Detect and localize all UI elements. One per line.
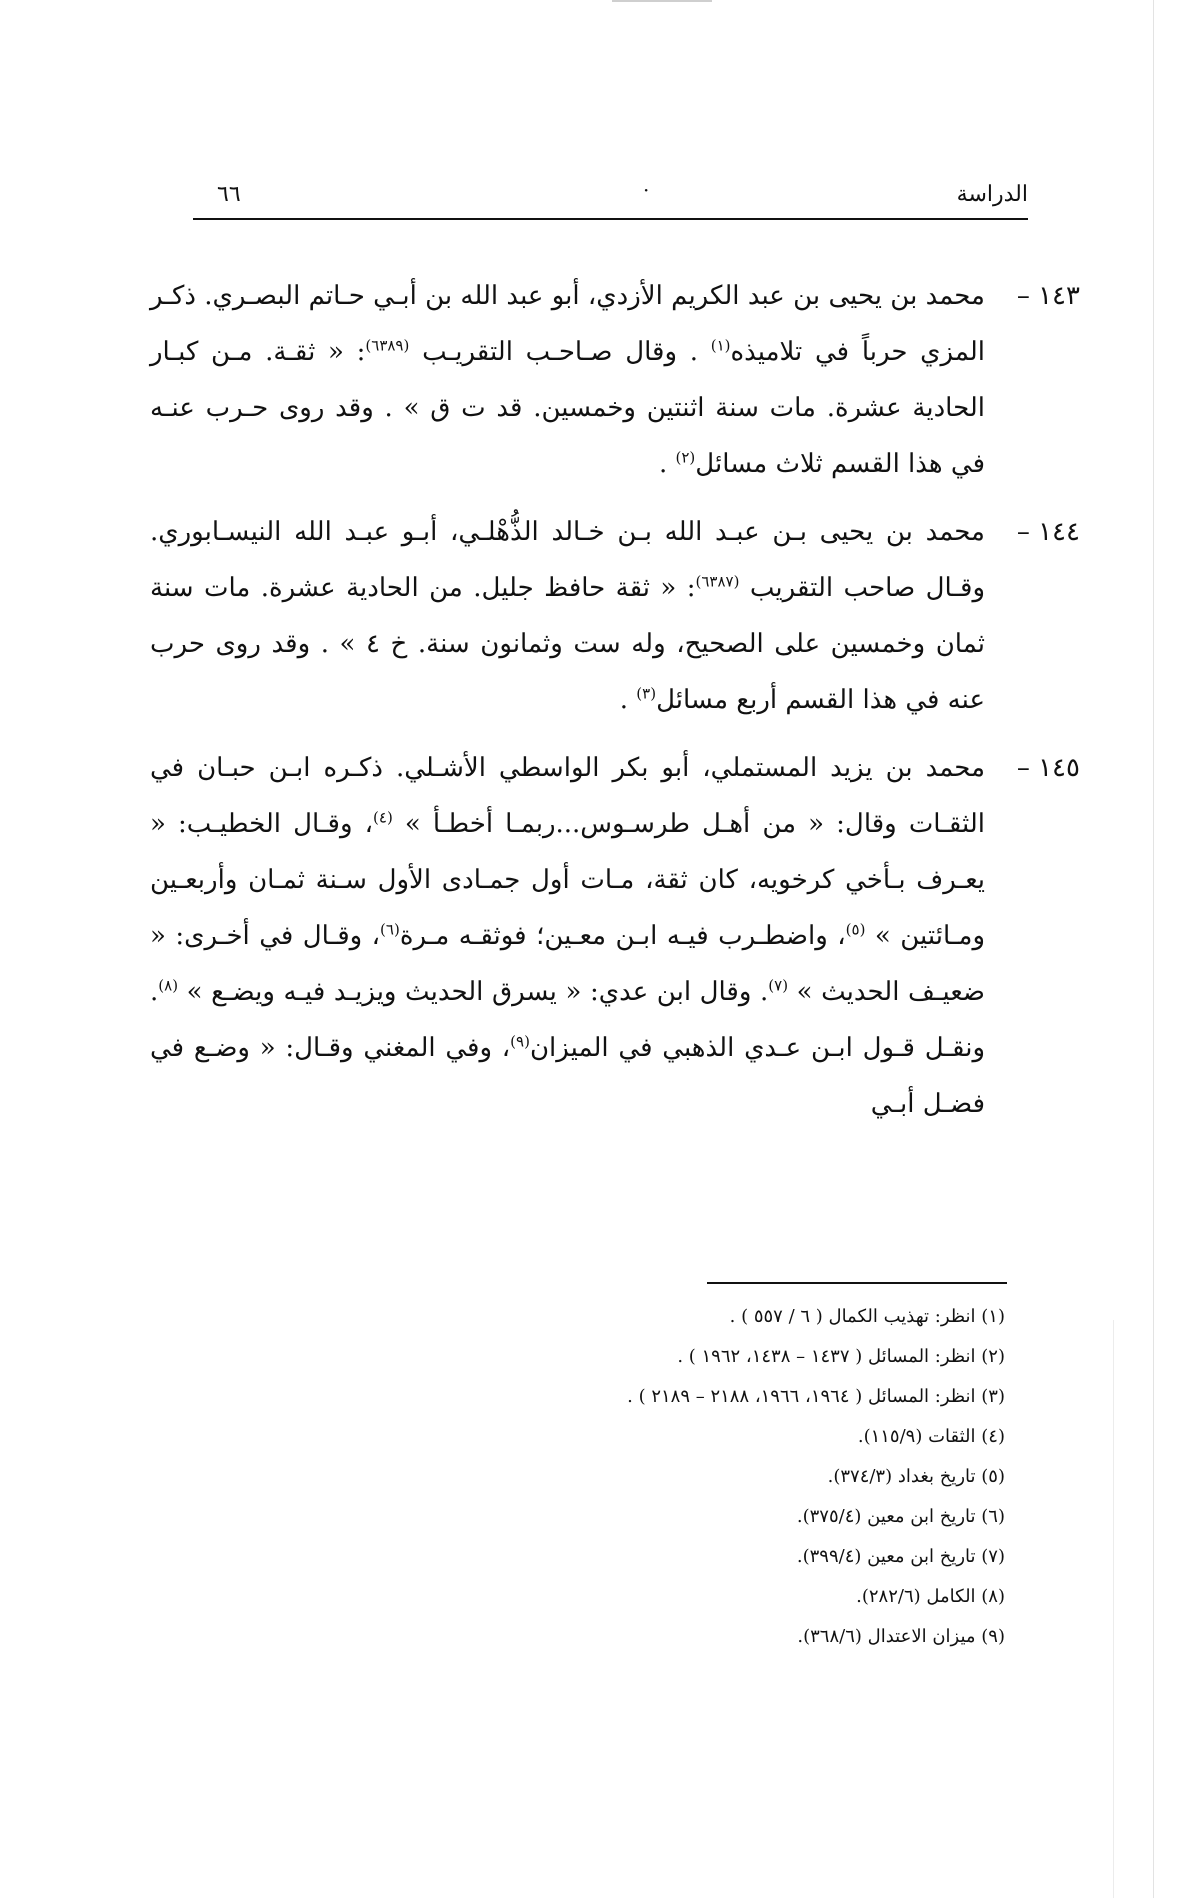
section-title: الدراسة <box>956 182 1028 207</box>
footnotes <box>430 1300 1005 1660</box>
footnote-2: (٢) انظر: المسائل ( ١٤٣٧ – ١٤٣٨، ١٩٦٢ ) . <box>677 1346 1005 1367</box>
footnote-6: (٦) تاريخ ابن معين (٣٧٥/٤). <box>796 1506 1005 1527</box>
entry-text: محمد بن يحيى بن عبد الكريم الأزدي، أبو عبد الله بن أبـي حـاتم البصـري. ذكـر المزي حرباً في تلاميذه$^{(١)}$ . وقال صـاحـب التقريـب $^{(٦٣٨٩)}$: « ثقـة. مـن كبـار الحادية عشرة. مات سنة اثنتين وخمسين. قد ت ق » . وقد روى حـرب عنـه في هذا القسم ثلاث مسائل$^{(٢)}$ . <box>150 281 985 479</box>
footnote-ref: (١) <box>710 336 731 355</box>
footnote-ref: (٢) <box>675 448 696 467</box>
footnote-ref: (٦٣٨٩) <box>365 336 410 355</box>
scan-top-mark <box>612 0 712 2</box>
entry-text: محمد بن يزيد المستملي، أبو بكر الواسطي الأشـلي. ذكـره ابـن حبـان في الثقـات وقال: « من أهـل طرسـوس...ربمـا أخطـأ » $^{(٤)}$، وقـال الخطيـب: « يعـرف بـأخي كرخويه، كان ثقة، مـات أول جمـادى الأول سـنة ثمـان وأربعـين ومـائتين » $^{(٥)}$، واضطـرب فيـه ابـن معـين؛ فوثقـه مـرة$^{(٦)}$، وقـال في أخـرى: « ضعيـف الحديث » $^{(٧)}$. وقال ابن عدي: « يسرق الحديث ويزيـد فيـه ويضـع » $^{(٨)}$. ونقـل قـول ابـن عـدي الذهبي في الميزان$^{(٩)}$، وفي المغني وقـال: « وضـع في فضـل أبـي <box>150 753 985 1119</box>
entry-text: محمد بن يحيى بـن عبـد الله بـن خـالد الذُّهْلـي، أبـو عبـد الله النيسـابوري. وقـال صاحب التقريب $^{(٦٣٨٧)}$: « ثقة حافظ جليل. من الحادية عشرة. مات سنة ثمان وخمسين على الصحيح، وله ست وثمانون سنة. خ ٤ » . وقد روى حرب عنه في هذا القسم أربع مسائل$^{(٣)}$ . <box>150 517 985 715</box>
footnote-4: (٤) الثقات (١١٥/٩). <box>857 1426 1005 1447</box>
footnote-ref: (٩) <box>510 1032 530 1051</box>
entry-number: ١٤٥ – <box>1016 753 1080 783</box>
footnote-3: (٣) انظر: المسائل ( ١٩٦٤، ١٩٦٦، ٢١٨٨ – ٢١٨٩ ) . <box>627 1386 1005 1407</box>
footnote-ref: (٦٣٨٧) <box>695 572 740 591</box>
footnote-1: (١) انظر: تهذيب الكمال ( ٦ / ٥٥٧ ) . <box>729 1306 1005 1327</box>
entry-143 <box>150 268 1080 492</box>
running-header <box>193 176 1028 220</box>
footnote-8: (٨) الكامل (٢٨٢/٦). <box>856 1586 1005 1607</box>
header-dot: · <box>643 178 650 202</box>
footnote-ref: (٨) <box>158 976 179 995</box>
entry-number: ١٤٤ – <box>1016 517 1080 547</box>
footnote-5: (٥) تاريخ بغداد (٣٧٤/٣). <box>827 1466 1005 1487</box>
entry-144 <box>150 504 1080 728</box>
entry-145 <box>150 740 1080 1132</box>
footnote-separator <box>707 1282 1007 1284</box>
footnote-ref: (٤) <box>373 808 393 827</box>
scan-margin-line <box>1153 0 1154 1898</box>
page-number: ٦٦ <box>217 182 241 207</box>
footnote-9: (٩) ميزان الاعتدال (٣٦٨/٦). <box>797 1626 1005 1647</box>
footnote-ref: (٥) <box>845 920 866 939</box>
footnote-ref: (٣) <box>636 684 657 703</box>
entry-number: ١٤٣ – <box>1016 281 1080 311</box>
scan-margin-line-lower <box>1113 1320 1114 1898</box>
body-text <box>150 268 1080 1144</box>
footnote-7: (٧) تاريخ ابن معين (٣٩٩/٤). <box>796 1546 1005 1567</box>
footnote-ref: (٦) <box>380 920 400 939</box>
footnote-ref: (٧) <box>768 976 789 995</box>
